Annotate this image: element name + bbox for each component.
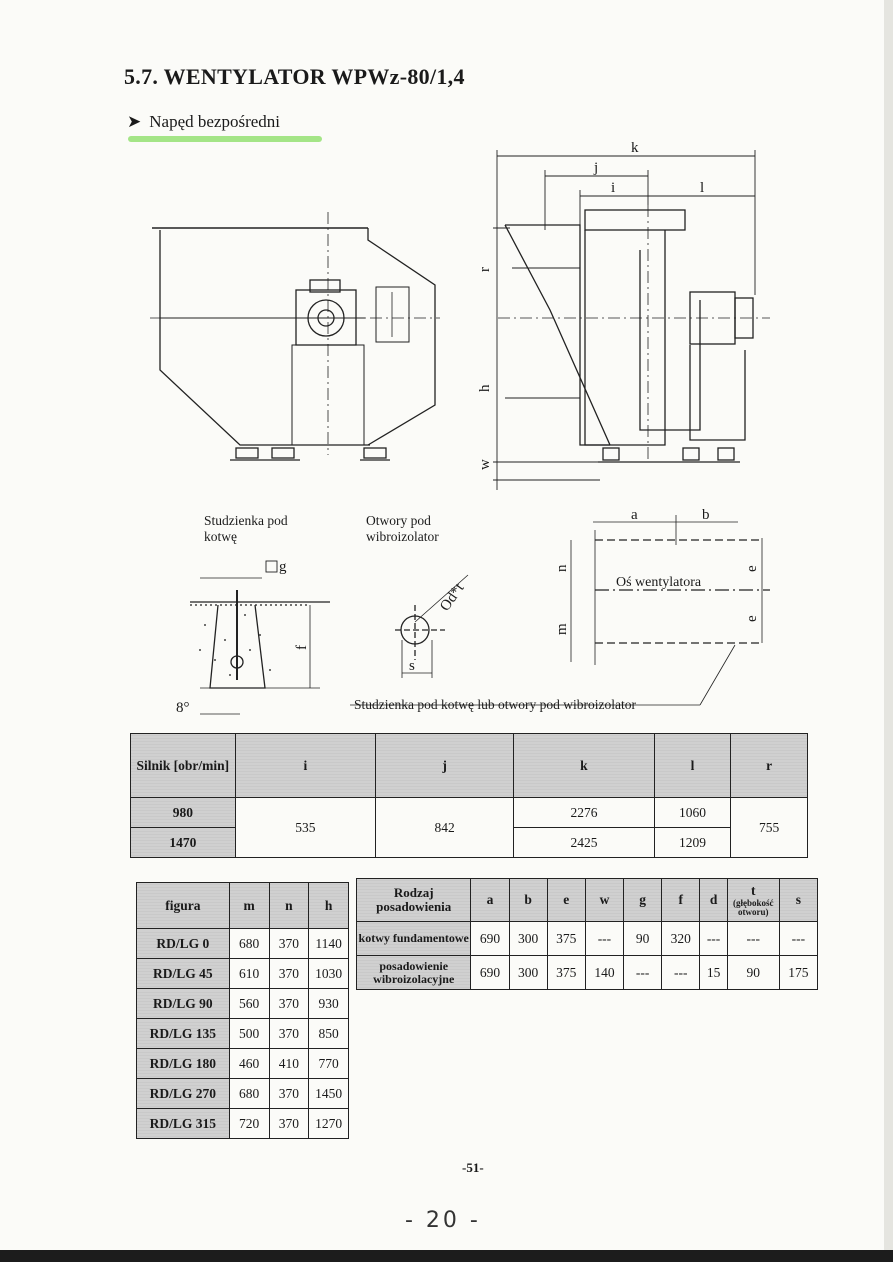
t-cell: ---	[727, 922, 779, 956]
header-d: d	[700, 879, 728, 922]
table-row	[137, 1019, 349, 1049]
cell-j: 842	[375, 798, 513, 858]
figura-cell: RD/LG 0	[137, 929, 230, 959]
table-row	[137, 1049, 349, 1079]
dim-e2-label: e	[744, 615, 760, 622]
figura-cell: RD/LG 180	[137, 1049, 230, 1079]
header-rodzaj: Rodzaj posadowienia	[357, 879, 471, 922]
figura-cell: RD/LG 90	[137, 989, 230, 1019]
e-cell: 375	[547, 956, 585, 990]
table-row	[357, 922, 818, 956]
m-cell: 500	[229, 1019, 269, 1049]
bottom-detail-label: Studzienka pod kotwę lub otwory pod wibroizolator	[354, 697, 636, 712]
h-cell: 1270	[309, 1109, 349, 1139]
n-cell: 370	[269, 1109, 309, 1139]
n-cell: 410	[269, 1049, 309, 1079]
header-m: m	[229, 883, 269, 929]
table-row	[357, 956, 818, 990]
f-cell: 320	[662, 922, 700, 956]
header-h: h	[309, 883, 349, 929]
studzienka-label: Studzienka pod kotwę	[204, 513, 288, 544]
cell-i: 535	[235, 798, 375, 858]
e-cell: 375	[547, 922, 585, 956]
n-cell: 370	[269, 1079, 309, 1109]
figura-cell: RD/LG 315	[137, 1109, 230, 1139]
dim-s-label: s	[409, 658, 415, 674]
dimension-lines	[493, 150, 755, 490]
h-cell: 930	[309, 989, 349, 1019]
cell-r: 755	[731, 798, 808, 858]
dim-j-label: j	[594, 160, 599, 176]
header-r: r	[731, 734, 808, 798]
table-row	[137, 1079, 349, 1109]
n-cell: 370	[269, 989, 309, 1019]
h-cell: 1030	[309, 959, 349, 989]
dim-od-label: Od*t	[437, 580, 468, 615]
w-cell: 140	[585, 956, 623, 990]
header-k: k	[514, 734, 654, 798]
dim-h-label: h	[477, 384, 493, 392]
header-a: a	[471, 879, 509, 922]
cell-silnik-980: 980	[131, 798, 236, 828]
header-silnik: Silnik [obr/min]	[131, 734, 236, 798]
t-cell: 90	[727, 956, 779, 990]
header-g: g	[624, 879, 662, 922]
dim-angle-label: 8°	[176, 700, 190, 716]
cell-l-980: 1060	[654, 798, 731, 828]
header-s: s	[779, 879, 817, 922]
table-row	[137, 989, 349, 1019]
dim-l-label: l	[700, 180, 705, 196]
anchor-pit-detail	[190, 561, 330, 714]
g-cell: 90	[624, 922, 662, 956]
cell-l-1470: 1209	[654, 828, 731, 858]
b-cell: 300	[509, 956, 547, 990]
header-t	[727, 879, 779, 922]
figura-cell: RD/LG 45	[137, 959, 230, 989]
dim-m-label: m	[554, 623, 570, 635]
rodzaj-cell: kotwy fundamentowe	[357, 922, 471, 956]
dim-i-label: i	[611, 180, 616, 196]
subtitle-text: Napęd bezpośredni	[149, 112, 281, 131]
figura-table	[136, 882, 349, 1139]
header-j: j	[375, 734, 513, 798]
n-cell: 370	[269, 959, 309, 989]
dim-w-label: w	[477, 459, 493, 470]
header-l: l	[654, 734, 731, 798]
dim-n-label: n	[554, 564, 570, 572]
header-figura: figura	[137, 883, 230, 929]
m-cell: 460	[229, 1049, 269, 1079]
s-cell: ---	[779, 922, 817, 956]
table-row	[137, 1109, 349, 1139]
rodzaj-cell: posadowienie wibroizolacyjne	[357, 956, 471, 990]
n-cell: 370	[269, 1019, 309, 1049]
arrow-bullet-icon: ➤	[127, 112, 142, 131]
m-cell: 610	[229, 959, 269, 989]
side-view	[498, 205, 770, 462]
figura-cell: RD/LG 135	[137, 1019, 230, 1049]
dim-g-label: g	[279, 559, 287, 575]
scan-bottom-band	[0, 1250, 893, 1262]
dim-a-label: a	[631, 507, 638, 523]
header-t-letter: t	[751, 883, 756, 898]
page-title: 5.7. WENTYLATOR WPWz-80/1,4	[124, 64, 465, 89]
header-b: b	[509, 879, 547, 922]
m-cell: 720	[229, 1109, 269, 1139]
m-cell: 680	[229, 1079, 269, 1109]
cell-k-1470: 2425	[514, 828, 654, 858]
h-cell: 1450	[309, 1079, 349, 1109]
header-w: w	[585, 879, 623, 922]
header-i: i	[235, 734, 375, 798]
d-cell: 15	[700, 956, 728, 990]
m-cell: 680	[229, 929, 269, 959]
dim-b-label: b	[702, 507, 710, 523]
h-cell: 1140	[309, 929, 349, 959]
m-cell: 560	[229, 989, 269, 1019]
figura-cell: RD/LG 270	[137, 1079, 230, 1109]
header-n: n	[269, 883, 309, 929]
table-row	[137, 959, 349, 989]
axis-label: Oś wentylatora	[616, 575, 702, 590]
s-cell: 175	[779, 956, 817, 990]
f-cell: ---	[662, 956, 700, 990]
b-cell: 300	[509, 922, 547, 956]
dim-k-label: k	[631, 140, 639, 156]
header-t-note: (głębokość otworu)	[733, 898, 774, 917]
cell-k-980: 2276	[514, 798, 654, 828]
front-view	[150, 212, 440, 460]
dim-r-label: r	[477, 267, 493, 272]
scan-edge	[884, 0, 893, 1262]
w-cell: ---	[585, 922, 623, 956]
a-cell: 690	[471, 922, 509, 956]
a-cell: 690	[471, 956, 509, 990]
foundation-table	[356, 878, 818, 990]
table-row	[137, 929, 349, 959]
g-cell: ---	[624, 956, 662, 990]
motor-speed-table	[130, 733, 808, 858]
header-e: e	[547, 879, 585, 922]
d-cell: ---	[700, 922, 728, 956]
n-cell: 370	[269, 929, 309, 959]
cell-silnik-1470: 1470	[131, 828, 236, 858]
h-cell: 850	[309, 1019, 349, 1049]
h-cell: 770	[309, 1049, 349, 1079]
dim-f-label: f	[294, 645, 310, 650]
header-f: f	[662, 879, 700, 922]
page-number: - 20 -	[405, 1208, 481, 1233]
otwory-label: Otwory pod wibroizolator	[366, 513, 439, 544]
page-mark: -51-	[462, 1160, 484, 1175]
dim-e1-label: e	[744, 565, 760, 572]
